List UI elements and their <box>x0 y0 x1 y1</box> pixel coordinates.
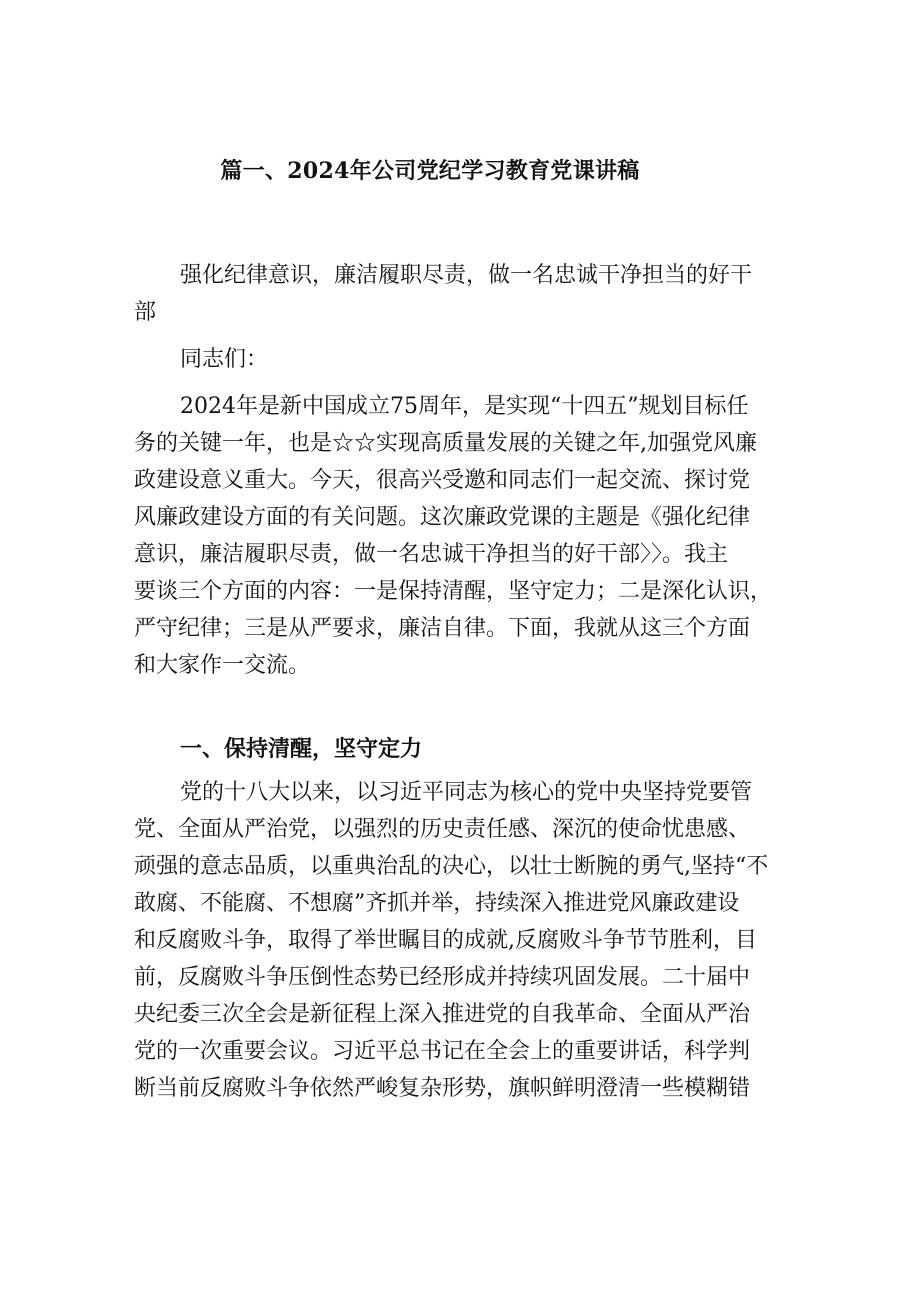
paragraph-line: 党、全面从严治党，以强烈的历史责任感、深沉的使命忧患感、 <box>134 817 751 842</box>
paragraph-line: 断当前反腐败斗争依然严峻复杂形势，旗帜鲜明澄清一些模糊错 <box>134 1076 751 1101</box>
paragraph-line: 政建设意义重大。今天，很高兴受邀和同志们一起交流、探讨党 <box>134 468 751 493</box>
paragraph-line: 顽强的意志品质，以重典治乱的决心，以壮士断腕的勇气,坚持“不 <box>134 854 769 879</box>
paragraph-line: 意识，廉洁履职尽责，做一名忠诚干净担当的好干部〉〉。我主 <box>134 542 729 567</box>
greeting-block <box>134 341 798 378</box>
paragraph-line: 央纪委三次全会是新征程上深入推进党的自我革命、全面从严治 <box>134 1002 751 1027</box>
section-heading: 一、保持清醒，坚守定力 <box>180 736 423 762</box>
paragraph-line: 党的一次重要会议。习近平总书记在全会上的重要讲话，科学判 <box>134 1039 751 1064</box>
paragraph-line: 务的关键一年，也是☆☆实现高质量发展的关键之年,加强党风廉 <box>134 431 757 456</box>
paragraph-line: 前，反腐败斗争压倒性态势已经形成并持续巩固发展。二十届中 <box>134 965 751 990</box>
paragraph-line: 严守纪律；三是从严要求，廉洁自律。下面，我就从这三个方面 <box>134 616 751 641</box>
paragraph-line: 风廉政建设方面的有关问题。这次廉政党课的主题是《强化纪律 <box>134 505 751 530</box>
paragraph-intro <box>134 388 798 684</box>
paragraph-line: 和反腐败斗争，取得了举世瞩目的成就,反腐败斗争节节胜利，目 <box>134 928 757 953</box>
greeting: 同志们： <box>180 347 269 372</box>
subtitle-line: 强化纪律意识，廉洁履职尽责，做一名忠诚干净担当的好干 <box>180 263 753 288</box>
paragraph-line: 敢腐、不能腐、不想腐”齐抓并举，持续深入推进党风廉政建设 <box>134 891 740 916</box>
section-heading-block <box>134 731 798 768</box>
document-title-text: 篇一、2024年公司党纪学习教育党课讲稿 <box>220 158 640 184</box>
subtitle-block <box>134 257 798 331</box>
subtitle-line: 部 <box>134 300 157 325</box>
document-title <box>0 154 920 185</box>
paragraph-section1 <box>134 774 798 1107</box>
paragraph-line: 党的十八大以来，以习近平同志为核心的党中央坚持党要管 <box>180 780 753 805</box>
paragraph-line: 和大家作一交流。 <box>134 653 311 678</box>
paragraph-line: 2024年是新中国成立75周年，是实现“十四五”规划目标任 <box>180 394 749 419</box>
paragraph-line: 要谈三个方面的内容：一是保持清醒，坚守定力；二是深化认识， <box>134 579 773 604</box>
